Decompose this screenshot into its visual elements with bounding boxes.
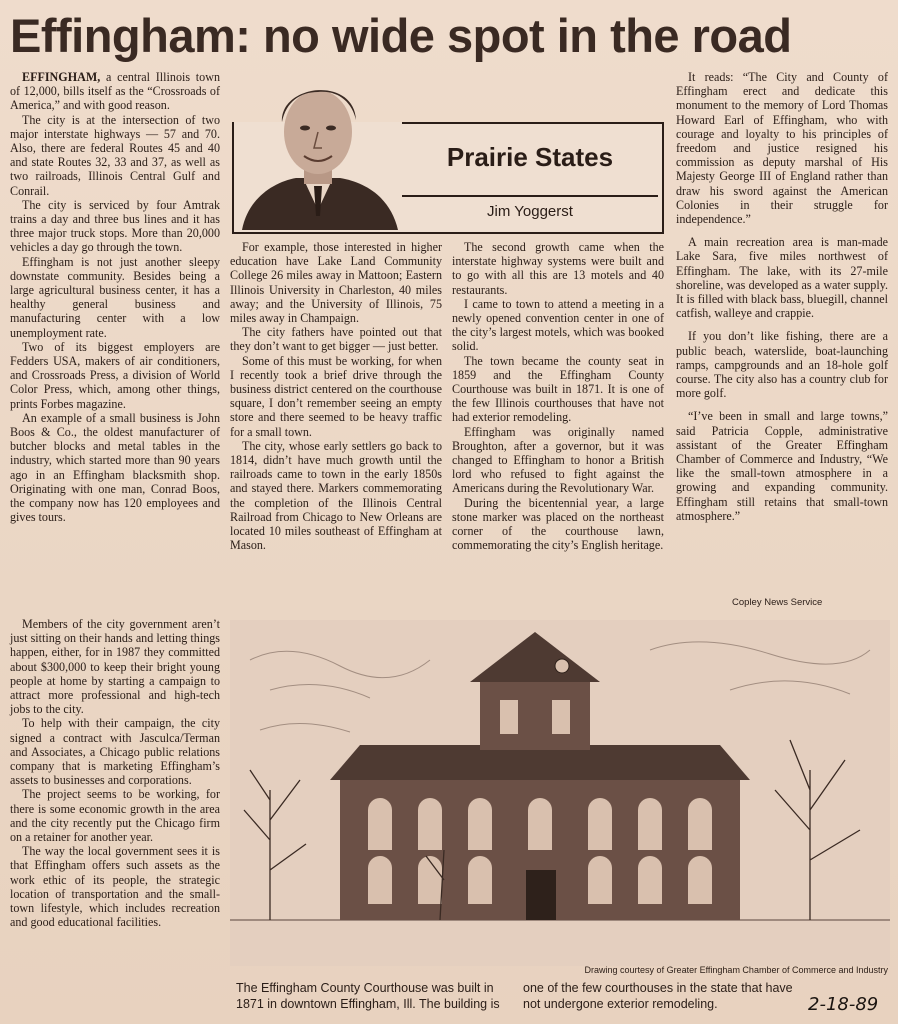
divider <box>402 195 658 197</box>
paragraph: Effingham is not just another sleepy downstate community. Besides being a large agricultural business center, it has a healthy general business and manufacturing center with a low unemployment rate. <box>10 254 220 340</box>
paragraph: To help with their campaign, the city signed a contract with Jasculca/Terman and Associates, a Chicago public relations company that is marketing Effingham’s assets to businesses and corporations. <box>10 716 220 788</box>
author-portrait <box>234 70 402 230</box>
handwritten-date: 2-18-89 <box>808 994 879 1015</box>
paragraph: The way the local government sees it is that Effingham offers such assets as the work ethic of its people, the strategic location of transportation and the small-town lifestyle, which includes recreation and good educational facilities. <box>10 844 220 930</box>
paragraph <box>10 70 220 113</box>
paragraph: A main recreation area is man-made Lake Sara, five miles northwest of Effingham. The lake, with its 27-mile shoreline, was developed as a water supply. It is filled with black bass, bluegill, channel catfish, walleye and crappie. <box>676 235 888 321</box>
column-right <box>676 70 888 523</box>
column-title: Prairie States <box>446 142 614 172</box>
dateline: EFFINGHAM, <box>22 70 101 84</box>
paragraph: The town became the county seat in 1859 and the Effingham County Courthouse was built in 1871. It is one of the few Illinois courthouses that have not had exterior remodeling. <box>452 353 664 425</box>
column-left <box>10 70 220 525</box>
drawing-credit: Drawing courtesy of Greater Effingham Chamber of Commerce and Industry <box>584 965 888 975</box>
paragraph: It reads: “The City and County of Effingham erect and dedicate this monument to the memory of Lord Thomas Howard Earl of Effingham, who with courage and loyalty to his principles of freedom and justice resigned his commission as deputy marshal of His Majesty George III of England rather than draw his sword against the American Colonies in their struggle for independence.” <box>676 70 888 227</box>
paragraph-text: a central Illinois town of 12,000, bills itself as the “Crossroads of America,” and with good reason. <box>10 70 220 113</box>
paragraph: For example, those interested in higher education have Lake Land Community College 26 miles away in Mattoon; Eastern Illinois University in Charleston, 40 miles away; and the University of Illinois, 75 miles away in Champaign. <box>230 240 442 326</box>
paragraph: The second growth came when the interstate highway systems were built and to go with all this are 13 motels and 40 restaurants. <box>452 240 664 297</box>
news-service-credit: Copley News Service <box>732 597 823 608</box>
paragraph: The city is at the intersection of two major interstate highways — 57 and 70. Also, there are federal Routes 45 and 40 and state Routes 32, 33 and 37, as well as two railroads, Illinois Central Gulf and Conrail. <box>10 112 220 198</box>
column-middle-right <box>452 240 664 552</box>
headline: Effingham: no wide spot in the road <box>10 9 792 62</box>
paragraph: An example of a small business is John Boos & Co., the oldest manufacturer of butcher blocks and metal tables in the industry, which started more than 90 years ago in an Effingham blacksmith shop. Originating with one man, Conrad Boos, the company now has 120 employees and gives tours. <box>10 410 220 525</box>
paragraph: The city is serviced by four Amtrak trains a day and three bus lines and it has three major truck stops. More than 20,000 vehicles a day go through the town. <box>10 197 220 255</box>
paragraph: Effingham was originally named Broughton, after a governor, but it was changed to Effingham to honor a British lord who refused to fight against the Americans during the Revolutionary War. <box>452 424 664 496</box>
paragraph: Two of its biggest employers are Fedders USA, makers of air conditioners, and Crossroads Press, a division of World Color Press, which, among other things, prints Forbes magazine. <box>10 339 220 411</box>
paragraph: The city, whose early settlers go back to 1814, didn’t have much growth until the railroads came to town in the early 1850s and stayed there. Markers commemorating the completion of the Illinois Central Railroad from Chicago to New Orleans are located 10 miles southeast of Effingham at Mason. <box>230 438 442 553</box>
paragraph: If you don’t like fishing, there are a public beach, waterslide, boat-launching ramps, campgrounds and an 18-hole golf course. The city also has a country club for more golf. <box>676 329 888 401</box>
photo-caption: The Effingham County Courthouse was built in 1871 in downtown Effingham, Ill. The building is one of the few courthouses in the state that have not undergone exterior remodeling. <box>236 981 793 1011</box>
paragraph: Members of the city government aren’t just sitting on their hands and letting things happen, either, for in 1987 they committed about $300,000 to keep their bright young people at home by starting a campaign to attract more professional and high-tech jobs to the city. <box>10 617 220 717</box>
paragraph: During the bicentennial year, a large stone marker was placed on the northeast corner of the courthouse lawn, commemorating the city’s English heritage. <box>452 495 664 553</box>
column-left-lower <box>10 617 220 929</box>
courthouse-drawing <box>230 620 890 966</box>
column-middle-left <box>230 240 442 552</box>
paragraph: I came to town to attend a meeting in a newly opened convention center in one of the city’s largest motels, which was booked solid. <box>452 296 664 354</box>
paragraph: The city fathers have pointed out that they don’t want to get bigger — just better. <box>230 325 442 354</box>
paragraph: The project seems to be working, for there is some economic growth in the area and the city recently put the Chicago firm on a retainer for another year. <box>10 787 220 845</box>
paragraph: “I’ve been in small and large towns,” said Patricia Copple, administrative assistant of the Greater Effingham Chamber of Commerce and Industry, “We like the small-town atmosphere in a growing and expanding community. Effingham still retains that small-town atmosphere.” <box>676 409 888 523</box>
byline: Jim Yoggerst <box>487 203 573 220</box>
paragraph: Some of this must be working, for when I recently took a brief drive through the business district centered on the courthouse square, I don’t remember seeing an empty store and there seemed to be heavy traffic for a small town. <box>230 353 442 439</box>
